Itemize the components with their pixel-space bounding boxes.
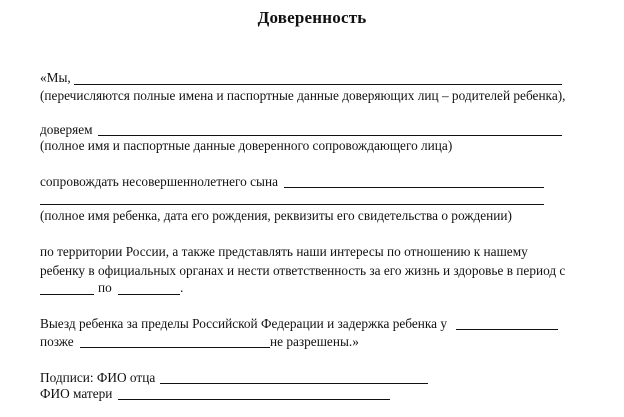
exit-country-blank bbox=[456, 329, 558, 330]
escort-blank-line bbox=[98, 135, 562, 136]
note-parents: (перечисляются полные имена и паспортные данные доверяющих лиц – родителей ребенка), bbox=[40, 88, 566, 103]
signature-father-label: Подписи: ФИО отца bbox=[40, 370, 156, 385]
period-to-label: по bbox=[98, 280, 112, 295]
body-line-1: по территории России, а также представлять наши интересы по отношению к нашему bbox=[40, 244, 528, 259]
not-allowed-label: не разрешены.» bbox=[270, 334, 359, 349]
period-start-blank bbox=[40, 294, 94, 295]
exit-line: Выезд ребенка за пределы Российской Федерации и задержка ребенка у bbox=[40, 316, 447, 331]
father-signature-blank bbox=[160, 383, 428, 384]
body-line-2: ребенку в официальных органах и нести ответственность за его жизнь и здоровье в период с bbox=[40, 263, 566, 278]
note-child: (полное имя ребенка, дата его рождения, реквизиты его свидетельства о рождении) bbox=[40, 208, 512, 223]
signature-mother-label: ФИО матери bbox=[40, 386, 113, 401]
son-blank-line bbox=[284, 187, 544, 188]
period-end-blank bbox=[118, 294, 180, 295]
mother-signature-blank bbox=[118, 399, 390, 400]
later-date-blank bbox=[80, 347, 270, 348]
document-title: Доверенность bbox=[257, 8, 367, 27]
later-label: позже bbox=[40, 334, 74, 349]
escort-label: сопровождать несовершеннолетнего сына bbox=[40, 174, 278, 189]
parents-blank-line bbox=[74, 84, 562, 85]
child-details-blank-line bbox=[40, 204, 544, 205]
trust-label: доверяем bbox=[40, 122, 93, 137]
period-end-dot: . bbox=[180, 280, 184, 295]
intro-label: «Мы, bbox=[40, 70, 71, 85]
note-escort: (полное имя и паспортные данные доверенного сопровождающего лица) bbox=[40, 138, 453, 153]
